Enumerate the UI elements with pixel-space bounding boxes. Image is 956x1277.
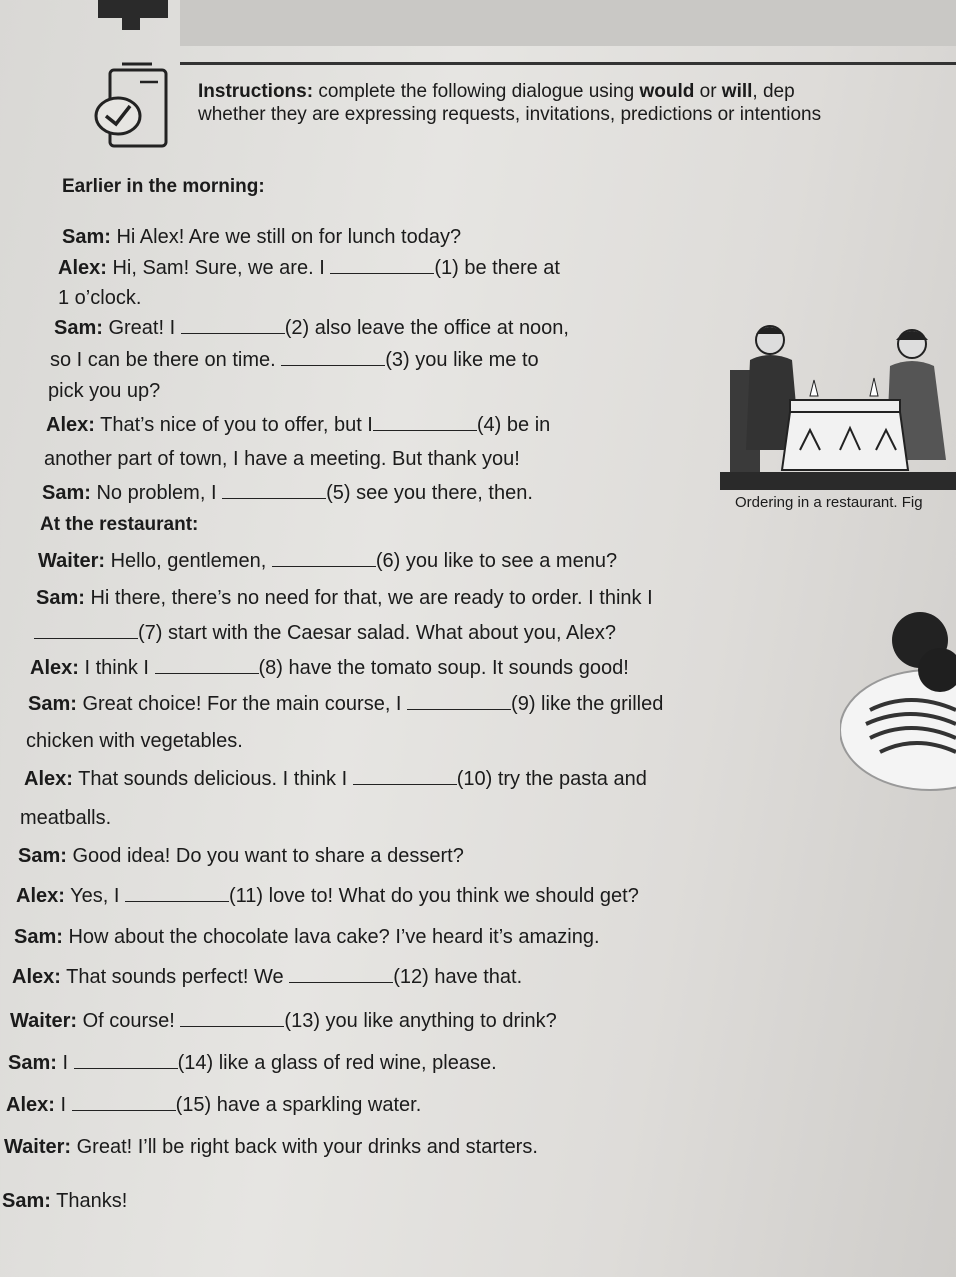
blank-number: (4) [476,414,502,436]
dialogue-line [8,1052,497,1075]
answer-blank[interactable] [281,349,385,366]
line-text-after: like a glass of red wine, please. [213,1052,497,1074]
speaker-label: Alex: [46,414,95,436]
header-band [180,0,956,46]
line-text-after: be there at [458,257,560,279]
answer-blank[interactable] [407,693,511,710]
answer-blank[interactable] [155,657,259,674]
blank-number: (15) [175,1094,212,1116]
speaker-label: Alex: [6,1094,55,1116]
blank-number: (10) [456,768,493,790]
line-text: No problem, I [90,482,223,504]
line-text: Great choice! For the main course, I [76,693,408,715]
instructions [198,80,956,126]
speaker-label: Sam: [8,1052,57,1074]
line-text-after: see you there, then. [350,482,533,504]
dialogue-line [4,1136,538,1159]
line-text-after: you like anything to drink? [320,1010,557,1032]
dialogue-line [44,448,520,471]
dialogue-line [2,1190,127,1213]
blank-number: (2) [284,317,310,339]
answer-blank[interactable] [125,885,229,902]
line-text: I [56,1052,74,1074]
line-text-after: like the grilled [535,693,664,715]
blank-number: (14) [177,1052,214,1074]
header-tab-stem [122,0,140,30]
blank-number: (5) [326,482,351,504]
speaker-label: Sam: [36,587,85,609]
line-text: Hello, gentlemen, [105,550,272,572]
dialogue-line [12,966,522,989]
line-text: 1 o’clock. [58,287,142,309]
line-text-after: you like me to [409,349,539,371]
line-text: Yes, I [64,885,125,907]
line-text: That sounds delicious. I think I [72,768,353,790]
instructions-line2: whether they are expressing requests, invitations, predictions or intentions [198,104,822,125]
header-rule [180,62,956,65]
dialogue-line [50,349,539,372]
answer-blank[interactable] [272,550,376,567]
dialogue-line [26,730,243,753]
speaker-label: Sam: [18,845,67,867]
blank-number: (1) [434,257,459,279]
speaker-label: Alex: [30,657,79,679]
line-text-after: love to! What do you think we should get? [263,885,639,907]
section-restaurant: At the restaurant: [40,514,199,535]
answer-blank[interactable] [74,1052,178,1069]
dialogue-line [20,807,111,830]
instructions-text: complete the following dialogue using [313,81,640,102]
answer-blank[interactable] [222,482,326,499]
speaker-label: Waiter: [4,1136,72,1158]
answer-blank[interactable] [181,317,285,334]
line-text: I think I [78,657,155,679]
line-text-after: try the pasta and [492,768,647,790]
answer-blank[interactable] [34,622,138,639]
speaker-label: Alex: [24,768,73,790]
line-text: That sounds perfect! We [60,966,290,988]
speaker-label: Sam: [42,482,91,504]
dialogue-line [46,414,550,437]
line-text: chicken with vegetables. [26,730,243,752]
keyword-will: will [721,81,753,102]
speaker-label: Sam: [28,693,77,715]
dialogue-line [18,845,464,868]
instructions-label: Instructions: [198,81,314,102]
section-morning: Earlier in the morning: [62,176,265,197]
speaker-label: Sam: [14,926,63,948]
line-text-after: you like to see a menu? [400,550,618,572]
blank-number: (9) [511,693,536,715]
answer-blank[interactable] [373,414,477,431]
speaker-label: Waiter: [38,550,106,572]
line-text-after: start with the Caesar salad. What about you, Alex? [162,622,617,644]
line-text-after: be in [501,414,551,436]
line-text-after: have the tomato soup. It sounds good! [282,657,629,679]
dialogue-line [58,257,560,280]
line-text: Hi, Sam! Sure, we are. I [106,257,331,279]
answer-blank[interactable] [289,966,393,983]
blank-number: (8) [258,657,283,679]
speaker-label: Sam: [54,317,103,339]
dialogue-line [14,926,600,949]
line-text: Thanks! [50,1190,128,1212]
instructions-text-end: , dep [752,81,795,102]
blank-number: (11) [228,885,264,907]
dialogue-line [6,1094,421,1117]
line-text: Great! I’ll be right back with your drinks and starters. [71,1136,538,1158]
dialogue-line [10,1010,557,1033]
dialogue-line [24,768,647,791]
line-text: so I can be there on time. [50,349,282,371]
line-text-after: have a sparkling water. [211,1094,422,1116]
blank-number: (3) [385,349,410,371]
blank-number: (12) [393,966,429,988]
restaurant-illustration [720,300,956,490]
dialogue-line [38,550,617,573]
speaker-label: Alex: [12,966,61,988]
dialogue-line [48,380,160,403]
line-text-after: have that. [428,966,523,988]
dialogue-line [36,587,653,610]
line-text: Hi there, there’s no need for that, we are ready to order. I think I [84,587,653,609]
line-text: Hi Alex! Are we still on for lunch today? [110,226,462,248]
line-text-after: also leave the office at noon, [309,317,569,339]
speaker-label: Waiter: [10,1010,78,1032]
dialogue-line [34,622,616,645]
answer-blank[interactable] [330,257,434,274]
line-text: meatballs. [20,807,112,829]
dialogue-line [30,657,629,680]
keyword-would: would [639,81,695,102]
speaker-label: Sam: [2,1190,51,1212]
speaker-label: Alex: [16,885,65,907]
dialogue-line [58,287,141,310]
line-text: That’s nice of you to offer, but I [94,414,373,436]
dialogue-line [54,317,569,340]
checklist-icon [92,60,172,150]
line-text: How about the chocolate lava cake? I’ve heard it’s amazing. [62,926,600,948]
line-text: Of course! [77,1010,181,1032]
line-text: Great! I [102,317,181,339]
answer-blank[interactable] [72,1094,176,1111]
blank-number: (7) [138,622,163,644]
line-text: Good idea! Do you want to share a dessert? [66,845,464,867]
blank-number: (13) [284,1010,320,1032]
instructions-or: or [694,81,722,102]
line-text: another part of town, I have a meeting. But thank you! [44,448,520,470]
dialogue-line [16,885,639,908]
line-text: I [54,1094,72,1116]
dialogue-line [28,693,663,716]
blank-number: (6) [375,550,401,572]
speaker-label: Sam: [62,226,111,248]
answer-blank[interactable] [353,768,457,785]
pasta-illustration [840,600,956,800]
speaker-label: Alex: [58,257,107,279]
line-text: pick you up? [48,380,161,402]
dialogue-line [62,226,461,249]
dialogue-line [42,482,533,505]
answer-blank[interactable] [180,1010,284,1027]
illustration-caption: Ordering in a restaurant. Fig [735,494,923,511]
